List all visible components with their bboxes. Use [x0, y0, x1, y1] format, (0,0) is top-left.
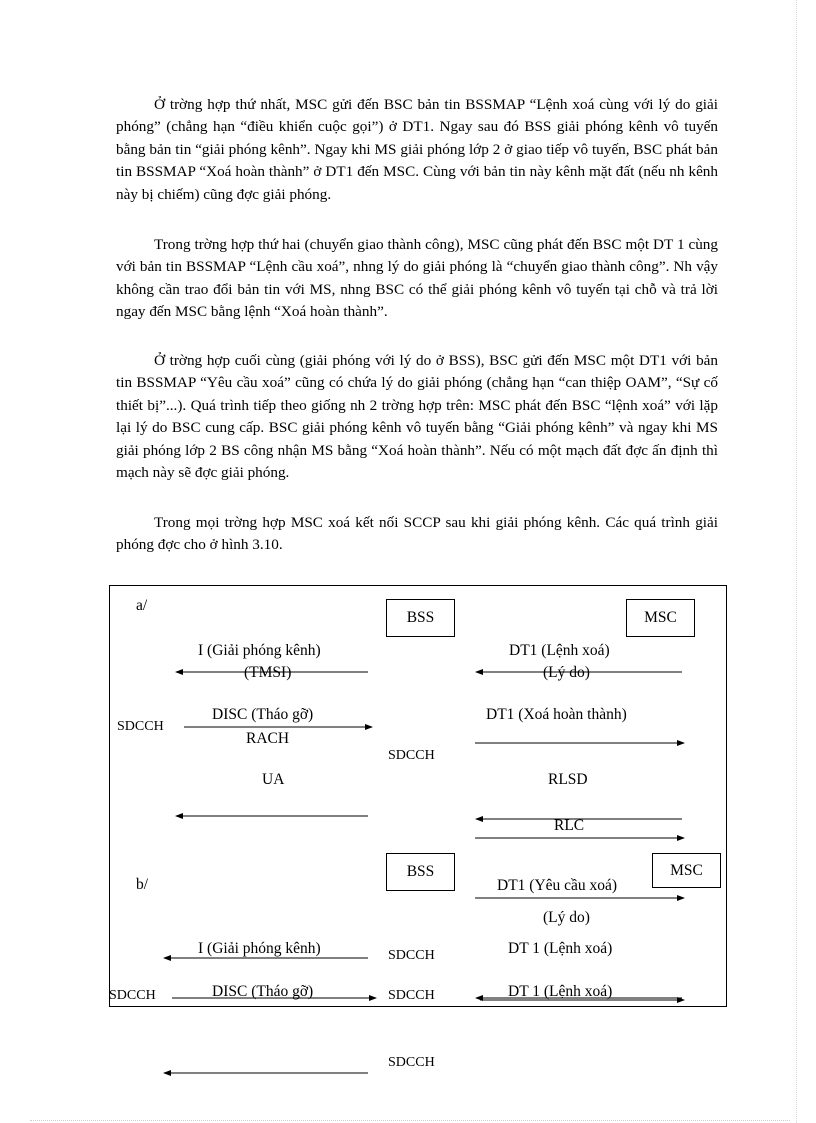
paragraph-1-text: Ở trờng hợp thứ nhất, MSC gửi đến BSC bản tin BSSMAP “Lệnh xoá cùng với lý do giải phóng” (chẳng hạn “điều khiển cuộc gọi”) ở DT1. Ngay sau đó BSS giải phóng kênh vô tuyến bằng bản tin “giải phóng kênh”. Ngay khi MS giải phóng lớp 2 ở giao tiếp vô tuyến, BSC phát bản tin BSSMAP “Xoá hoàn thành” ở DT1 đến MSC. Cùng với bản tin này kênh mặt đất (nếu nh kênh này bị chiếm) cũng đợc giải phóng.	[116, 96, 718, 203]
bss-box-b: BSS	[386, 853, 455, 891]
sdcch-b-mid-1: SDCCH	[388, 948, 435, 963]
msg-a-right-4: RLC	[554, 817, 585, 834]
paragraph-3-text: Ở trờng hợp cuối cùng (giải phóng với lý do ở BSS), BSC gửi đến MSC một DT1 với bản tin BSSMAP “Yêu cầu xoá” cũng có chứa lý do giải phóng (chẳng hạn “can thiệp OAM”, “Sự cố thiết bị”...). Quá trình tiếp theo giống nh 2 trờng hợp trên: MSC phát đến BSC “lệnh xoá” với lặp lại lý do BSC cung cấp. BSC giải phóng kênh vô tuyến bằng “Giải phóng kênh” và ngay khi MS giải phóng lớp 2 BS công nhận MS bằng “Xoá hoàn thành”. Nếu có một mạch đất đợc ấn định thì mạch này sẽ đợc giải phóng.	[116, 352, 718, 482]
paragraph-4-text: Trong mọi trờng hợp MSC xoá kết nối SCCP sau khi giải phóng kênh. Các quá trình giải phóng đợc cho ở hình 3.10.	[116, 514, 718, 554]
msg-a-right-2: DT1 (Xoá hoàn thành)	[486, 706, 627, 723]
msg-a-right-3: RLSD	[548, 771, 588, 788]
msg-a-left-2: DISC (Tháo gỡ)	[212, 706, 314, 723]
msg-b-left-2: DISC (Tháo gỡ)	[212, 983, 314, 1000]
sdcch-b-mid-2: SDCCH	[388, 988, 435, 1003]
msg-b-left-1: I (Giải phóng kênh)	[198, 940, 321, 957]
msg-b-right-1b: (Lý do)	[543, 909, 590, 926]
msc-box-b: MSC	[652, 853, 721, 888]
sdcch-below: SDCCH	[388, 1055, 435, 1070]
msg-a-left-1b: (TMSI)	[244, 664, 292, 681]
msg-b-right-2: DT 1 (Lệnh xoá)	[508, 940, 613, 957]
msg-a-left-1: I (Giải phóng kênh)	[198, 642, 321, 659]
sdcch-b-left: SDCCH	[109, 988, 156, 1003]
msg-a-left-2b: RACH	[246, 730, 290, 747]
sdcch-a-mid: SDCCH	[388, 748, 435, 763]
bss-box-a: BSS	[386, 599, 455, 637]
msg-b-right-1: DT1 (Yêu cầu xoá)	[497, 877, 618, 894]
part-a-label: a/	[136, 597, 148, 614]
msg-a-left-3: UA	[262, 771, 285, 788]
msg-a-right-1: DT1 (Lệnh xoá)	[509, 642, 610, 659]
sdcch-a-left: SDCCH	[117, 719, 164, 734]
page-right-rule	[796, 0, 797, 1123]
part-b-label: b/	[136, 876, 149, 893]
msg-a-right-1b: (Lý do)	[543, 664, 590, 681]
msg-b-right-3: DT 1 (Lệnh xoá)	[508, 983, 613, 1000]
msc-box-a: MSC	[626, 599, 695, 637]
paragraph-2-text: Trong trờng hợp thứ hai (chuyển giao thành công), MSC cũng phát đến BSC một DT 1 cùng với bản tin BSSMAP “Lệnh cầu xoá”, nhng lý do giải phóng là “chuyển giao thành công”. Nh vậy không cần trao đổi bản tin với MS, nhng BSC có thể giải phóng kênh vô tuyến tại chỗ và trả lời ngay đến MSC bằng lệnh “Xoá hoàn thành”.	[116, 236, 718, 321]
page-bottom-rule	[30, 1120, 790, 1121]
